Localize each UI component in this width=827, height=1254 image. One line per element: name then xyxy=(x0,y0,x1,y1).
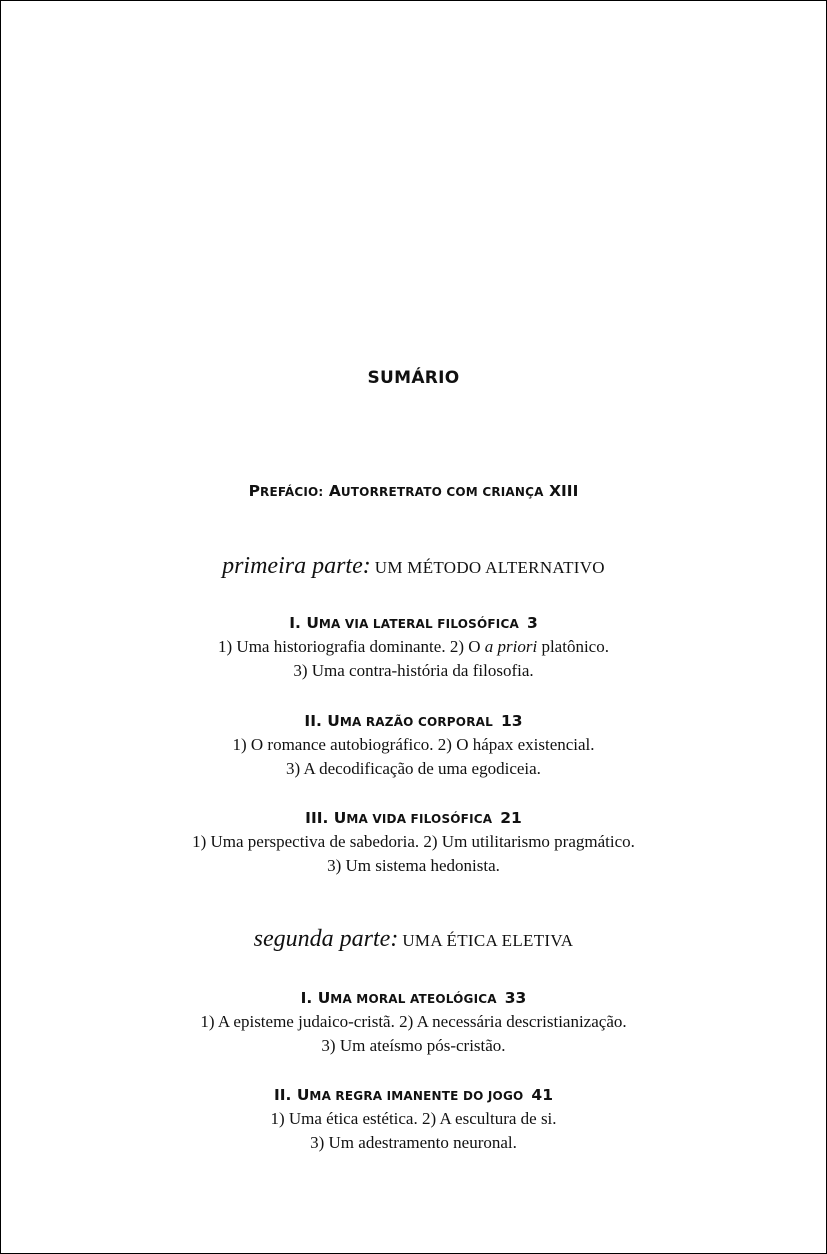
preface-subtitle: UTORRETRATO COM CRIANÇA xyxy=(340,485,544,499)
chapter-page-number: 21 xyxy=(500,809,522,827)
chapter-page-number: 33 xyxy=(504,989,527,1007)
chapter-heading xyxy=(1,612,826,635)
preface-label: REFÁCIO: xyxy=(260,485,324,499)
part-label: segunda parte: xyxy=(253,926,399,952)
summary-text-end: platônico. xyxy=(541,637,609,656)
part-heading-primeira xyxy=(1,553,826,580)
summary-italic-term: a priori xyxy=(484,637,538,656)
part-label: primeira parte: xyxy=(222,553,371,579)
preface-page-number: XIII xyxy=(549,482,579,500)
chapter-first-letter: U xyxy=(306,614,319,632)
chapter-entry xyxy=(1,807,826,878)
chapter-heading xyxy=(1,710,826,733)
chapter-summary-line-2: 3) Um ateísmo pós-cristão. xyxy=(321,1036,506,1055)
part-name: UM MÉTODO ALTERNATIVO xyxy=(374,558,605,577)
chapter-summary-line-2: 3) A decodificação de uma egodiceia. xyxy=(286,759,541,778)
chapter-summary-line-1: 1) A episteme judaico-cristã. 2) A necessária descristianização. xyxy=(200,1012,627,1031)
part-name: UMA ÉTICA ELETIVA xyxy=(402,931,574,950)
chapter-heading xyxy=(1,1084,826,1107)
chapter-title: MA MORAL ATEOLÓGICA xyxy=(330,992,497,1006)
preface-subtitle-first-letter: A xyxy=(328,482,341,500)
chapter-summary-line-1: 1) O romance autobiográfico. 2) O hápax existencial. xyxy=(232,735,595,754)
page-title: SUMÁRIO xyxy=(367,368,460,388)
chapter-first-letter: U xyxy=(296,1086,310,1104)
chapter-summary-line-1: 1) Uma perspectiva de sabedoria. 2) Um utilitarismo pragmático. xyxy=(192,832,635,851)
chapter-entry xyxy=(1,710,826,781)
chapter-first-letter: U xyxy=(317,989,331,1007)
summary-text: 1) Uma historiografia dominante. 2) O xyxy=(218,637,481,656)
part-heading-segunda xyxy=(1,926,826,953)
chapter-numeral: I. xyxy=(289,614,301,632)
chapter-entry xyxy=(1,1084,826,1155)
chapter-title: MA VIA LATERAL FILOSÓFICA xyxy=(318,617,519,631)
chapter-title: MA REGRA IMANENTE DO JOGO xyxy=(309,1089,524,1103)
chapter-summary-line-1: 1) Uma ética estética. 2) A escultura de si. xyxy=(270,1109,557,1128)
chapter-heading xyxy=(1,807,826,830)
chapter-entry xyxy=(1,612,826,683)
chapter-page-number: 41 xyxy=(531,1086,553,1104)
chapter-numeral: III. xyxy=(305,809,329,827)
preface-first-letter: P xyxy=(248,482,261,500)
chapter-entry xyxy=(1,987,826,1058)
chapter-title: MA VIDA FILOSÓFICA xyxy=(346,812,493,826)
preface-entry xyxy=(1,482,826,500)
chapter-numeral: II. xyxy=(273,1086,292,1104)
chapter-page-number: 3 xyxy=(526,614,538,632)
chapter-summary-line-2: 3) Uma contra-história da filosofia. xyxy=(293,661,534,680)
chapter-summary-line-1 xyxy=(1,635,826,659)
chapter-summary-line-2: 3) Um adestramento neuronal. xyxy=(310,1133,517,1152)
chapter-first-letter: U xyxy=(333,809,347,827)
chapter-numeral: I. xyxy=(300,989,313,1007)
chapter-heading xyxy=(1,987,826,1010)
chapter-first-letter: U xyxy=(327,712,340,730)
chapter-title: MA RAZÃO CORPORAL xyxy=(339,715,493,729)
chapter-page-number: 13 xyxy=(500,712,523,730)
chapter-summary-line-2: 3) Um sistema hedonista. xyxy=(327,856,500,875)
chapter-numeral: II. xyxy=(304,712,322,730)
